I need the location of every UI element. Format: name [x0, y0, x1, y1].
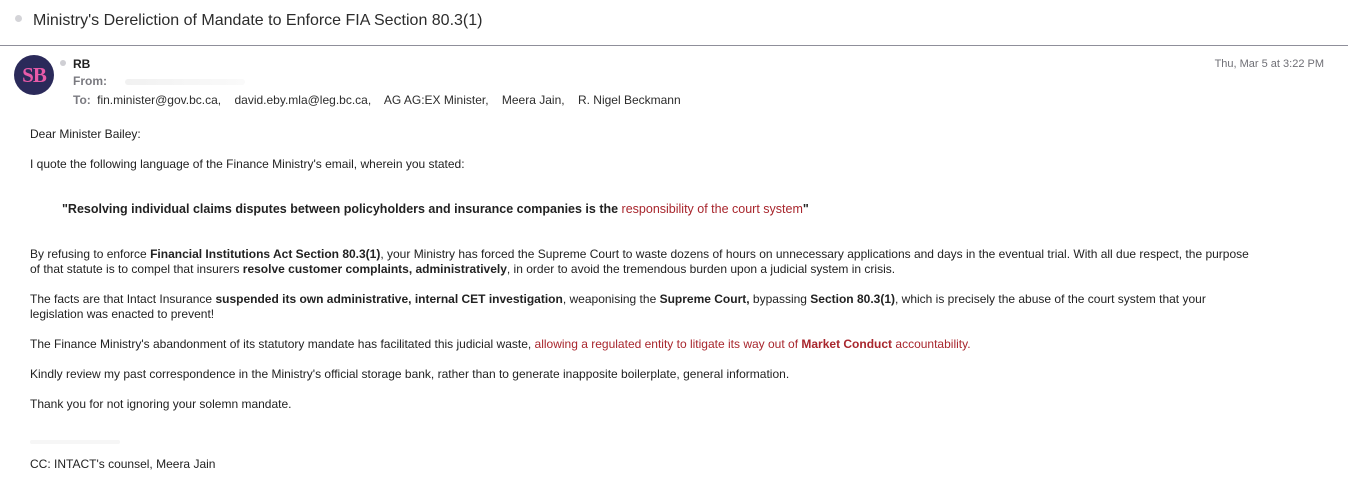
text: , weaponising the [562, 292, 660, 306]
text: By refusing to enforce [30, 247, 151, 261]
unread-dot-icon [15, 15, 22, 22]
emphasis: Section 80.3(1) [810, 292, 895, 306]
text: , which is precisely the abuse of the court system that your [895, 292, 1206, 306]
emphasis: Supreme Court, [659, 292, 750, 306]
redacted-address [125, 79, 245, 85]
highlight-text: allowing a regulated entity to litigate its way out of [534, 337, 802, 351]
paragraph-request: Kindly review my past correspondence in the Ministry's official storage bank, rather than to generate inapposite boilerplate, general information. [30, 367, 790, 381]
email-timestamp: Thu, Mar 5 at 3:22 PM [1214, 58, 1324, 70]
paragraph-facts [30, 292, 1330, 322]
paragraph-intro: I quote the following language of the Finance Ministry's email, wherein you stated: [30, 157, 465, 171]
quote-close: " [802, 202, 809, 216]
text: of that statute is to compel that insurers [30, 262, 243, 276]
text: , in order to avoid the tremendous burden upon a judicial system in crisis. [506, 262, 896, 276]
recipient[interactable]: AG AG:EX Minister, [383, 93, 489, 107]
paragraph-abandonment [30, 337, 1330, 352]
from-label: From: [73, 74, 107, 88]
highlight-text: accountability. [892, 337, 971, 351]
text: , your Ministry has forced the Supreme Court to waste dozens of hours on unnecessary applications and days in the eventual trial. With all due respect, the purpose [380, 247, 1249, 261]
paragraph-refusal [30, 247, 1330, 277]
quote-open: "Resolving individual claims disputes between policyholders and insurance companies is the [62, 202, 622, 216]
presence-dot-icon [60, 60, 66, 66]
to-label: To: [73, 93, 91, 107]
paragraph-thanks: Thank you for not ignoring your solemn mandate. [30, 397, 292, 411]
emphasis: suspended its own administrative, internal CET investigation [215, 292, 563, 306]
emphasis: Financial Institutions Act Section 80.3(1) [150, 247, 381, 261]
recipient[interactable]: Meera Jain, [501, 93, 565, 107]
recipient[interactable]: R. Nigel Beckmann [577, 93, 681, 107]
from-row [73, 74, 245, 88]
text: The Finance Ministry's abandonment of its statutory mandate has facilitated this judicial waste, [30, 337, 535, 351]
recipient[interactable]: fin.minister@gov.bc.ca, [97, 93, 222, 107]
subject-bar [0, 0, 1348, 46]
quoted-statement [62, 202, 809, 216]
avatar-initials: SB [22, 62, 46, 87]
text: The facts are that Intact Insurance [30, 292, 216, 306]
highlight-emphasis: Market Conduct [801, 337, 893, 351]
greeting: Dear Minister Bailey: [30, 127, 141, 141]
emphasis: resolve customer complaints, administratively [242, 262, 507, 276]
to-row [73, 93, 691, 107]
text: bypassing [749, 292, 811, 306]
recipient[interactable]: david.eby.mla@leg.bc.ca, [234, 93, 372, 107]
cc-line: CC: INTACT's counsel, Meera Jain [30, 457, 216, 471]
sender-name[interactable]: RB [73, 57, 91, 71]
quote-highlight: responsibility of the court system [621, 202, 803, 216]
text: legislation was enacted to prevent! [30, 307, 215, 321]
email-subject: Ministry's Dereliction of Mandate to Enforce FIA Section 80.3(1) [33, 12, 483, 29]
avatar[interactable] [14, 55, 54, 95]
signature-remnant [30, 440, 120, 444]
